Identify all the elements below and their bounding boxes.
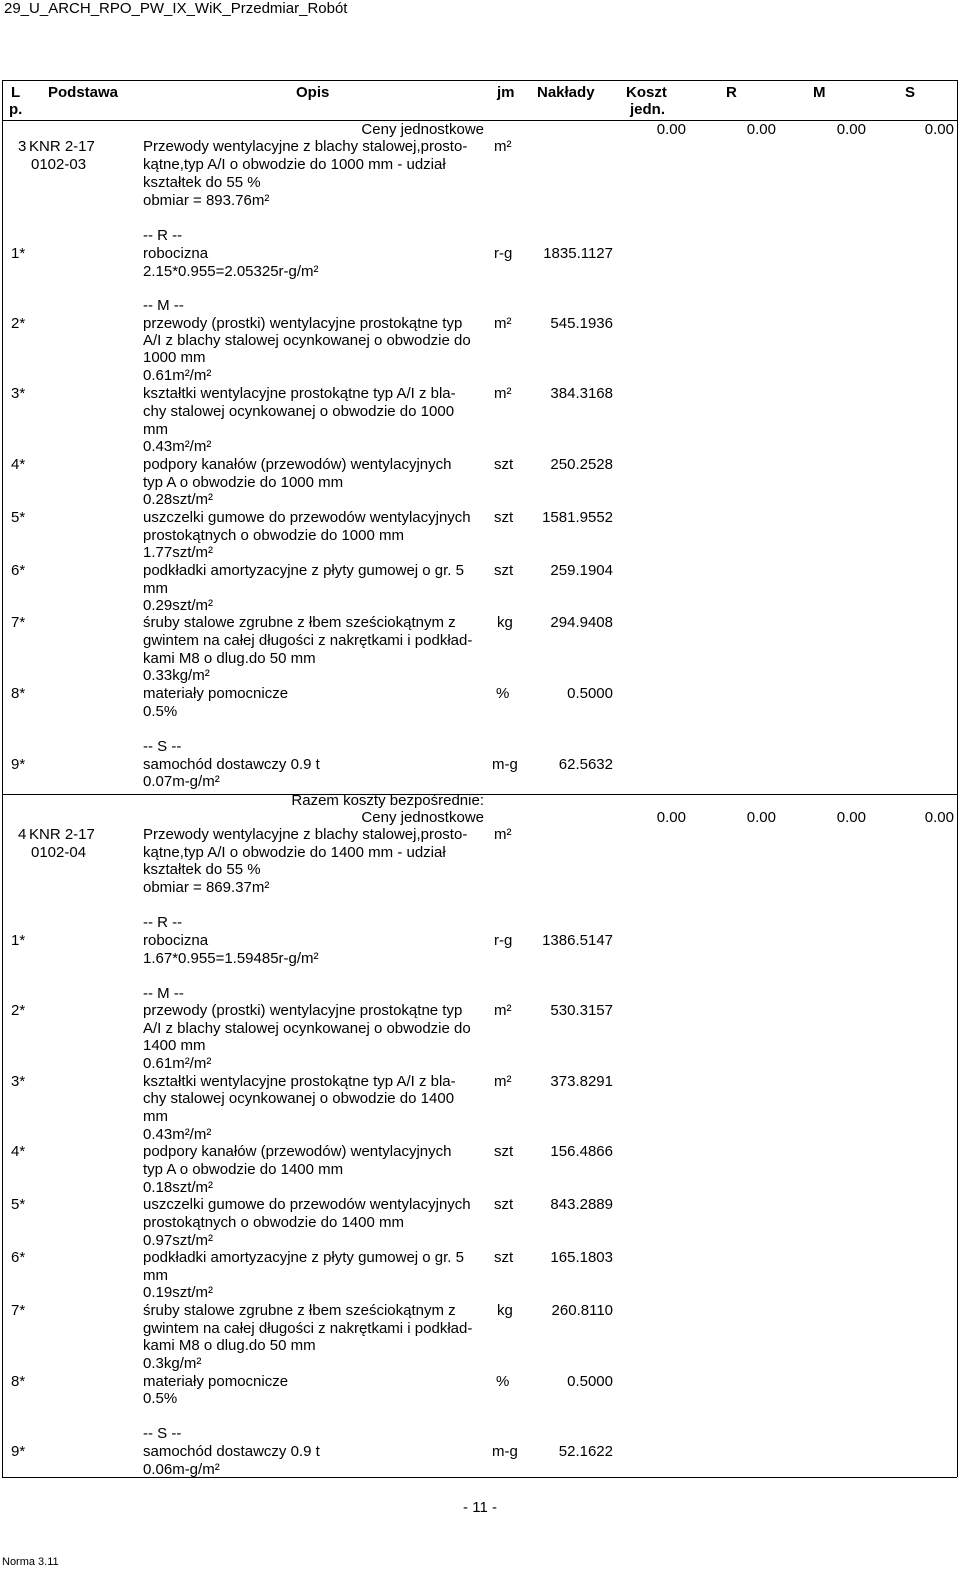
item-jm: szt	[494, 509, 514, 526]
position-podstawa-line2: 0102-04	[31, 844, 87, 861]
item-desc: mm	[143, 1267, 168, 1284]
unit-prices-label: Ceny jednostkowe	[361, 809, 484, 826]
item-lp: 5*	[11, 1196, 26, 1213]
item-jm: %	[496, 1373, 510, 1390]
item-desc: kształtki wentylacyjne prostokątne typ A/I z bla-	[143, 385, 456, 402]
header-lp-line2: p.	[9, 101, 23, 118]
item-norm: 0.5%	[143, 703, 178, 720]
item-jm: %	[496, 685, 510, 702]
item-norm: 0.43m²/m²	[143, 1126, 212, 1143]
document-title: 29_U_ARCH_RPO_PW_IX_WiK_Przedmiar_Robót	[4, 0, 348, 17]
item-value: 530.3157	[550, 1002, 613, 1019]
item-norm: 2.15*0.955=2.05325r-g/m²	[143, 263, 319, 280]
item-norm: 0.61m²/m²	[143, 1055, 212, 1072]
item-lp: 2*	[11, 1002, 26, 1019]
item-desc: gwintem na całej długości z nakrętkami i podkład-	[143, 1320, 473, 1337]
item-lp: 1*	[11, 932, 26, 949]
item-value: 62.5632	[558, 756, 613, 773]
item-lp: 2*	[11, 315, 26, 332]
item-value: 259.1904	[550, 562, 613, 579]
item-jm: r-g	[494, 245, 513, 262]
item-norm: 0.29szt/m²	[143, 597, 214, 614]
item-norm: 0.28szt/m²	[143, 491, 214, 508]
item-desc: podkładki amortyzacyjne z płyty gumowej o gr. 5	[143, 562, 464, 579]
item-desc: kami M8 o dlug.do 50 mm	[143, 650, 316, 667]
item-lp: 8*	[11, 1373, 26, 1390]
header-naklady: Nakłady	[537, 84, 595, 101]
price-s: 0.00	[924, 809, 954, 826]
item-value: 0.5000	[567, 1373, 613, 1390]
item-jm: kg	[497, 1302, 513, 1319]
item-lp: 5*	[11, 509, 26, 526]
item-desc: mm	[143, 421, 168, 438]
item-desc: A/I z blachy stalowej ocynkowanej o obwodzie do	[143, 1020, 471, 1037]
price-koszt: 0.00	[656, 121, 686, 138]
group-label-m: -- M --	[143, 297, 184, 314]
header-r: R	[726, 84, 737, 101]
item-value: 545.1936	[550, 315, 613, 332]
page-number: - 11 -	[463, 1499, 497, 1516]
item-lp: 1*	[11, 245, 26, 262]
position-lp: 4	[18, 826, 27, 843]
item-jm: m-g	[492, 756, 518, 773]
position-podstawa-line1: KNR 2-17	[29, 826, 95, 843]
item-desc: przewody (prostki) wentylacyjne prostokątne typ	[143, 1002, 463, 1019]
group-label-s: -- S --	[143, 1425, 182, 1442]
item-desc: śruby stalowe zgrubne z łbem sześciokątnym z	[143, 1302, 456, 1319]
item-norm: 0.3kg/m²	[143, 1355, 202, 1372]
software-footer: Norma 3.11	[2, 1556, 59, 1568]
item-desc: prostokątnych o obwodzie do 1400 mm	[143, 1214, 404, 1231]
price-koszt: 0.00	[656, 809, 686, 826]
header-m: M	[813, 84, 826, 101]
price-s: 0.00	[924, 121, 954, 138]
position-lp: 3	[18, 138, 27, 155]
item-norm: 0.97szt/m²	[143, 1232, 214, 1249]
item-desc: mm	[143, 580, 168, 597]
item-desc: podkładki amortyzacyjne z płyty gumowej o gr. 5	[143, 1249, 464, 1266]
position-jm: m²	[494, 138, 512, 155]
item-value: 165.1803	[550, 1249, 613, 1266]
header-koszt-line1: Koszt	[626, 84, 667, 101]
item-jm: m²	[494, 1002, 512, 1019]
item-desc: 1400 mm	[143, 1037, 206, 1054]
item-desc: gwintem na całej długości z nakrętkami i podkład-	[143, 632, 473, 649]
item-desc: przewody (prostki) wentylacyjne prostokątne typ	[143, 315, 463, 332]
price-r: 0.00	[746, 121, 776, 138]
item-desc: materiały pomocnicze	[143, 685, 289, 702]
position-opis-line3: kształtek do 55 %	[143, 174, 261, 191]
item-value: 0.5000	[567, 685, 613, 702]
header-koszt-line2: jedn.	[630, 101, 666, 118]
item-desc: kami M8 o dlug.do 50 mm	[143, 1337, 316, 1354]
item-desc: śruby stalowe zgrubne z łbem sześciokątnym z	[143, 614, 456, 631]
item-value: 260.8110	[551, 1302, 613, 1319]
item-value: 52.1622	[558, 1443, 613, 1460]
item-desc: podpory kanałów (przewodów) wentylacyjnych	[143, 456, 452, 473]
position-podstawa-line2: 0102-03	[31, 156, 87, 173]
group-label-s: -- S --	[143, 738, 182, 755]
item-norm: 0.5%	[143, 1390, 178, 1407]
item-desc: typ A o obwodzie do 1000 mm	[143, 474, 344, 491]
item-jm: szt	[494, 1249, 514, 1266]
item-value: 1835.1127	[543, 245, 613, 262]
item-desc: robocizna	[143, 932, 209, 949]
position-obmiar: obmiar = 893.76m²	[143, 192, 270, 209]
table-left-border	[2, 80, 3, 1477]
unit-prices-label: Ceny jednostkowe	[361, 121, 484, 138]
item-desc: chy stalowej ocynkowanej o obwodzie do 1400	[143, 1090, 455, 1107]
item-lp: 9*	[11, 756, 26, 773]
item-jm: m²	[494, 1073, 512, 1090]
item-jm: r-g	[494, 932, 513, 949]
item-lp: 7*	[11, 614, 26, 631]
item-value: 384.3168	[550, 385, 613, 402]
item-lp: 7*	[11, 1302, 26, 1319]
position-opis-line3: kształtek do 55 %	[143, 861, 261, 878]
group-label-r: -- R --	[143, 914, 183, 931]
header-s: S	[905, 84, 916, 101]
item-lp: 6*	[11, 1249, 26, 1266]
item-desc: prostokątnych o obwodzie do 1000 mm	[143, 527, 404, 544]
item-desc: materiały pomocnicze	[143, 1373, 289, 1390]
item-desc: robocizna	[143, 245, 209, 262]
item-lp: 4*	[11, 456, 26, 473]
item-desc: A/I z blachy stalowej ocynkowanej o obwodzie do	[143, 332, 471, 349]
header-lp-line1: L	[11, 84, 21, 101]
item-lp: 3*	[11, 1073, 26, 1090]
header-jm: jm	[497, 84, 515, 101]
item-desc: uszczelki gumowe do przewodów wentylacyjnych	[143, 1196, 471, 1213]
item-desc: chy stalowej ocynkowanej o obwodzie do 1000	[143, 403, 455, 420]
item-jm: szt	[494, 456, 514, 473]
position-opis-line1: Przewody wentylacyjne z blachy stalowej,prosto-	[143, 138, 468, 155]
item-jm: m²	[494, 385, 512, 402]
item-jm: kg	[497, 614, 513, 631]
item-jm: m²	[494, 315, 512, 332]
item-norm: 0.06m-g/m²	[143, 1461, 220, 1478]
item-desc: uszczelki gumowe do przewodów wentylacyjnych	[143, 509, 471, 526]
item-desc: 1000 mm	[143, 349, 206, 366]
header-opis: Opis	[296, 84, 330, 101]
position-opis-line2: kątne,typ A/I o obwodzie do 1400 mm - udział	[143, 844, 446, 861]
item-lp: 8*	[11, 685, 26, 702]
header-podstawa: Podstawa	[48, 84, 119, 101]
item-norm: 0.43m²/m²	[143, 438, 212, 455]
position-opis-line1: Przewody wentylacyjne z blachy stalowej,prosto-	[143, 826, 468, 843]
table-right-border	[957, 80, 958, 1477]
group-label-m: -- M --	[143, 985, 184, 1002]
position-jm: m²	[494, 826, 512, 843]
group-label-r: -- R --	[143, 227, 183, 244]
item-norm: 1.67*0.955=1.59485r-g/m²	[143, 950, 319, 967]
item-lp: 4*	[11, 1143, 26, 1160]
item-lp: 6*	[11, 562, 26, 579]
item-norm: 1.77szt/m²	[143, 544, 214, 561]
item-desc: mm	[143, 1108, 168, 1125]
item-value: 1581.9552	[542, 509, 613, 526]
item-norm: 0.33kg/m²	[143, 667, 210, 684]
item-norm: 0.19szt/m²	[143, 1284, 214, 1301]
item-lp: 3*	[11, 385, 26, 402]
direct-costs-label: Razem koszty bezpośrednie:	[291, 792, 484, 809]
item-jm: szt	[494, 1143, 514, 1160]
position-opis-line2: kątne,typ A/I o obwodzie do 1000 mm - udział	[143, 156, 446, 173]
item-value: 373.8291	[550, 1073, 613, 1090]
price-r: 0.00	[746, 809, 776, 826]
item-value: 156.4866	[550, 1143, 613, 1160]
position-obmiar: obmiar = 869.37m²	[143, 879, 270, 896]
item-value: 294.9408	[550, 614, 613, 631]
position-podstawa-line1: KNR 2-17	[29, 138, 95, 155]
item-value: 843.2889	[550, 1196, 613, 1213]
item-value: 250.2528	[550, 456, 613, 473]
item-desc: kształtki wentylacyjne prostokątne typ A/I z bla-	[143, 1073, 456, 1090]
item-desc: typ A o obwodzie do 1400 mm	[143, 1161, 344, 1178]
item-norm: 0.07m-g/m²	[143, 773, 220, 790]
item-value: 1386.5147	[542, 932, 613, 949]
price-m: 0.00	[836, 809, 866, 826]
item-desc: samochód dostawczy 0.9 t	[143, 1443, 320, 1460]
item-lp: 9*	[11, 1443, 26, 1460]
item-jm: szt	[494, 562, 514, 579]
item-norm: 0.61m²/m²	[143, 367, 212, 384]
item-jm: m-g	[492, 1443, 518, 1460]
item-desc: podpory kanałów (przewodów) wentylacyjnych	[143, 1143, 452, 1160]
item-norm: 0.18szt/m²	[143, 1179, 214, 1196]
price-m: 0.00	[836, 121, 866, 138]
item-desc: samochód dostawczy 0.9 t	[143, 756, 320, 773]
item-jm: szt	[494, 1196, 514, 1213]
table-top-border	[2, 80, 957, 81]
